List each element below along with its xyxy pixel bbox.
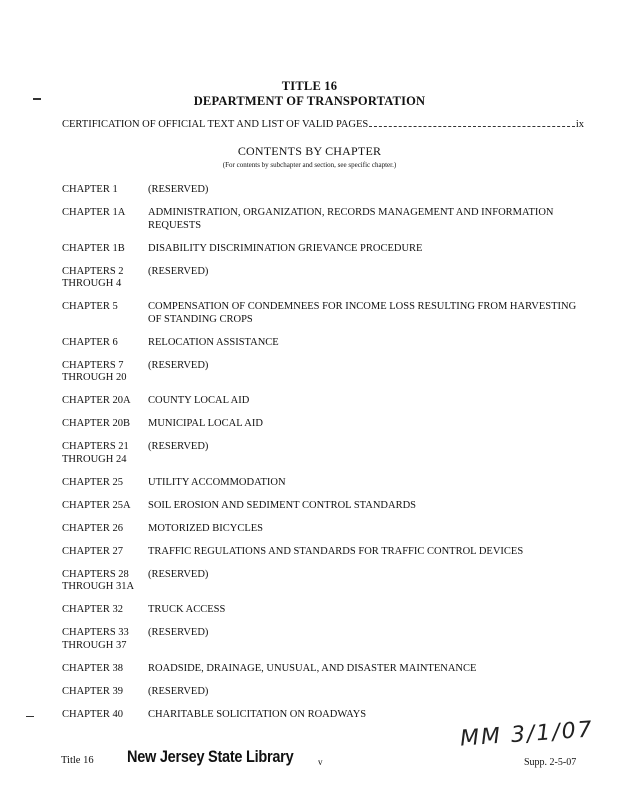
library-stamp: New Jersey State Library (127, 748, 294, 766)
chapter-number: CHAPTER 27 (62, 545, 123, 557)
chapter-number: CHAPTER 6 (62, 336, 118, 348)
chapter-number: CHAPTER 38 (62, 662, 123, 674)
chapter-number: CHAPTERS 28 THROUGH 31A (62, 568, 135, 592)
header (0, 79, 619, 109)
chapter-row (62, 709, 592, 722)
chapter-number: CHAPTER 20A (62, 395, 131, 406)
title-number: TITLE 16 (281, 79, 338, 93)
contents-heading: CONTENTS BY CHAPTER (237, 144, 382, 158)
footer-title: Title 16 (61, 755, 94, 766)
certification-page: ix (575, 119, 584, 130)
chapter-number: CHAPTER 1A (62, 207, 126, 218)
chapter-number: CHAPTERS 2 THROUGH 4 (62, 265, 124, 289)
chapter-title: (RESERVED) (148, 359, 209, 371)
chapter-title: TRUCK ACCESS (148, 604, 226, 615)
department-title: DEPARTMENT OF TRANSPORTATION (193, 94, 426, 108)
chapter-number: CHAPTER 20B (62, 418, 130, 429)
chapter-title: DISABILITY DISCRIMINATION GRIEVANCE PROCEDURE (148, 242, 423, 254)
certification-line (62, 119, 584, 130)
chapter-title: COUNTY LOCAL AID (148, 395, 250, 406)
supplement-date: Supp. 2-5-07 (524, 757, 577, 768)
chapter-title: ADMINISTRATION, ORGANIZATION, RECORDS MANAGEMENT AND INFORMATION REQUESTS (148, 207, 554, 231)
contents-note: (For contents by subchapter and section, see specific chapter.) (222, 161, 397, 169)
chapter-number: CHAPTER 25A (62, 499, 131, 511)
chapter-title: ROADSIDE, DRAINAGE, UNUSUAL, AND DISASTER MAINTENANCE (148, 662, 477, 674)
chapter-row (62, 523, 592, 536)
handwritten-initials-date: MM 3/1/07 (459, 717, 595, 752)
chapter-number: CHAPTER 25 (62, 476, 123, 488)
chapter-row (62, 301, 592, 326)
chapter-number: CHAPTER 26 (62, 522, 123, 534)
chapter-row (62, 395, 592, 408)
chapter-number: CHAPTER 40 (62, 708, 123, 720)
dot-leader (369, 126, 575, 127)
chapter-row (62, 477, 592, 490)
chapter-number: CHAPTERS 7 THROUGH 20 (62, 359, 127, 383)
chapter-title: (RESERVED) (148, 685, 209, 697)
chapter-title: SOIL EROSION AND SEDIMENT CONTROL STANDARDS (148, 499, 416, 511)
chapter-title: TRAFFIC REGULATIONS AND STANDARDS FOR TRAFFIC CONTROL DEVICES (148, 545, 524, 557)
chapter-row (62, 243, 592, 256)
chapter-title: UTILITY ACCOMMODATION (148, 476, 286, 488)
chapter-number: CHAPTER 32 (62, 604, 123, 615)
chapter-row (62, 686, 592, 699)
chapter-title: (RESERVED) (148, 568, 209, 580)
chapter-title: MUNICIPAL LOCAL AID (148, 418, 263, 429)
chapter-title: (RESERVED) (148, 184, 209, 195)
chapter-row (62, 266, 592, 291)
scan-margin-mark (26, 716, 34, 717)
chapter-number: CHAPTER 1B (62, 242, 125, 254)
chapter-row (62, 360, 592, 385)
chapter-number: CHAPTER 39 (62, 685, 123, 697)
chapter-row (62, 546, 592, 559)
chapter-number: CHAPTER 1 (62, 184, 118, 195)
chapter-number: CHAPTERS 21 THROUGH 24 (62, 441, 129, 465)
chapter-row (62, 418, 592, 431)
chapter-title: (RESERVED) (148, 265, 209, 277)
chapter-list (62, 184, 592, 732)
chapter-row (62, 569, 592, 594)
chapter-title: COMPENSATION OF CONDEMNEES FOR INCOME LOSS RESULTING FROM HARVESTING OF STANDING CROPS (148, 301, 577, 325)
chapter-title: MOTORIZED BICYCLES (148, 522, 264, 534)
certification-label: CERTIFICATION OF OFFICIAL TEXT AND LIST OF VALID PAGES (62, 119, 369, 130)
chapter-number: CHAPTERS 33 THROUGH 37 (62, 627, 129, 651)
chapter-row (62, 604, 592, 617)
chapter-row (62, 441, 592, 466)
chapter-title: CHARITABLE SOLICITATION ON ROADWAYS (148, 708, 367, 720)
chapter-title: RELOCATION ASSISTANCE (148, 336, 279, 348)
chapter-title: (RESERVED) (148, 441, 209, 452)
chapter-number: CHAPTER 5 (62, 301, 118, 312)
chapter-row (62, 207, 592, 232)
chapter-row (62, 184, 592, 197)
chapter-row (62, 663, 592, 676)
chapter-row (62, 627, 592, 652)
contents-heading-block (0, 144, 619, 169)
page-number: v (318, 757, 323, 767)
chapter-title: (RESERVED) (148, 627, 209, 638)
chapter-row (62, 500, 592, 513)
chapter-row (62, 337, 592, 350)
